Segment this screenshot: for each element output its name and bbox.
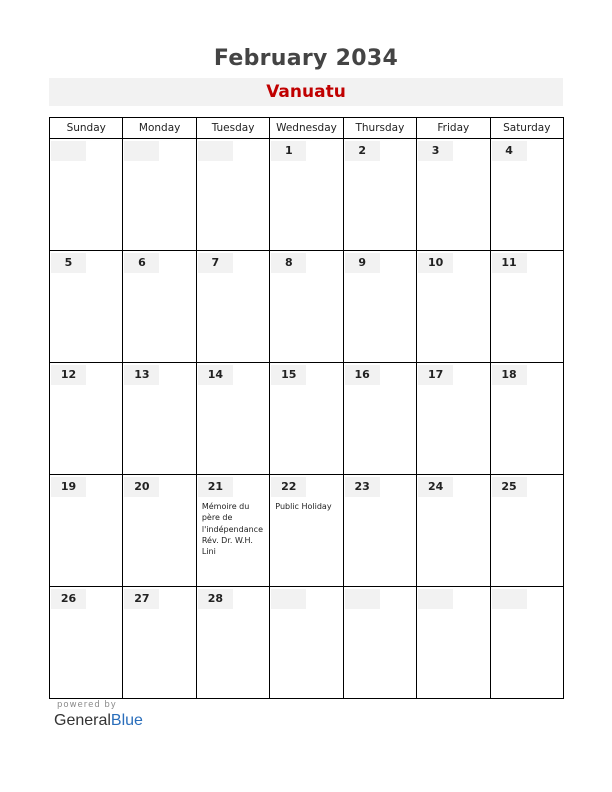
day-number: 15 (271, 365, 306, 385)
weekday-header-row (50, 118, 564, 139)
day-cell[interactable] (196, 363, 269, 475)
day-number: 18 (492, 365, 527, 385)
generalblue-logo[interactable] (54, 712, 143, 730)
country-banner (49, 78, 563, 106)
day-cell[interactable] (417, 363, 490, 475)
weekday-header: Tuesday (196, 118, 269, 139)
day-cell[interactable] (123, 139, 196, 251)
day-number: 26 (51, 589, 86, 609)
day-number: 6 (124, 253, 159, 273)
day-number: 9 (345, 253, 380, 273)
day-cell[interactable] (490, 363, 563, 475)
day-cell[interactable] (417, 475, 490, 587)
day-cell[interactable] (50, 251, 123, 363)
day-cell[interactable] (196, 587, 269, 699)
calendar-grid (49, 117, 564, 699)
holiday-event: Mémoire du père de l'indépendance Rév. Dr. W.H. Lini (201, 502, 263, 557)
day-number: 7 (198, 253, 233, 273)
weekday-header: Thursday (343, 118, 416, 139)
powered-by-text: powered by (57, 700, 117, 710)
day-number: 22 (271, 477, 306, 497)
day-number: 13 (124, 365, 159, 385)
day-cell[interactable] (123, 251, 196, 363)
day-number: 2 (345, 141, 380, 161)
day-number (198, 141, 233, 161)
day-cell[interactable] (270, 139, 343, 251)
day-number (345, 589, 380, 609)
weekday-header: Saturday (490, 118, 563, 139)
week-row (50, 363, 564, 475)
day-cell[interactable] (343, 363, 416, 475)
day-number: 3 (418, 141, 453, 161)
day-number: 19 (51, 477, 86, 497)
day-cell[interactable] (270, 587, 343, 699)
day-cell[interactable] (50, 587, 123, 699)
day-cell[interactable] (417, 139, 490, 251)
week-row (50, 251, 564, 363)
weekday-header: Friday (417, 118, 490, 139)
day-cell[interactable] (50, 475, 123, 587)
day-number: 12 (51, 365, 86, 385)
page-title: February 2034 (213, 46, 399, 71)
day-number (51, 141, 86, 161)
day-cell[interactable] (343, 587, 416, 699)
week-row (50, 139, 564, 251)
day-number: 11 (492, 253, 527, 273)
country-name: Vanuatu (266, 82, 346, 102)
week-row (50, 475, 564, 587)
day-cell[interactable] (490, 251, 563, 363)
day-number (418, 589, 453, 609)
brand-blue: Blue (110, 712, 143, 729)
day-number: 4 (492, 141, 527, 161)
day-cell[interactable] (123, 363, 196, 475)
day-number: 23 (345, 477, 380, 497)
day-number: 28 (198, 589, 233, 609)
day-number: 14 (198, 365, 233, 385)
day-number (492, 589, 527, 609)
day-cell[interactable] (123, 475, 196, 587)
day-number: 21 (198, 477, 233, 497)
day-cell[interactable] (343, 475, 416, 587)
day-number: 17 (418, 365, 453, 385)
day-number: 5 (51, 253, 86, 273)
day-number (271, 589, 306, 609)
footer (54, 700, 143, 730)
holiday-event: Public Holiday (275, 502, 332, 511)
day-number: 1 (271, 141, 306, 161)
day-cell[interactable] (270, 475, 343, 587)
day-cell[interactable] (343, 139, 416, 251)
day-cell[interactable] (270, 363, 343, 475)
day-cell[interactable] (196, 475, 269, 587)
week-row (50, 587, 564, 699)
day-number: 27 (124, 589, 159, 609)
day-number: 10 (418, 253, 453, 273)
day-cell[interactable] (196, 139, 269, 251)
day-cell[interactable] (490, 587, 563, 699)
day-number: 24 (418, 477, 453, 497)
day-cell[interactable] (50, 363, 123, 475)
day-cell[interactable] (50, 139, 123, 251)
day-cell[interactable] (123, 587, 196, 699)
day-number: 25 (492, 477, 527, 497)
day-number: 16 (345, 365, 380, 385)
weekday-header: Sunday (50, 118, 123, 139)
brand-general: General (54, 712, 111, 729)
day-number (124, 141, 159, 161)
day-cell[interactable] (490, 139, 563, 251)
day-cell[interactable] (343, 251, 416, 363)
day-number: 20 (124, 477, 159, 497)
day-cell[interactable] (270, 251, 343, 363)
weekday-header: Wednesday (270, 118, 343, 139)
day-cell[interactable] (417, 587, 490, 699)
day-cell[interactable] (196, 251, 269, 363)
day-cell[interactable] (417, 251, 490, 363)
day-number: 8 (271, 253, 306, 273)
weekday-header: Monday (123, 118, 196, 139)
day-cell[interactable] (490, 475, 563, 587)
